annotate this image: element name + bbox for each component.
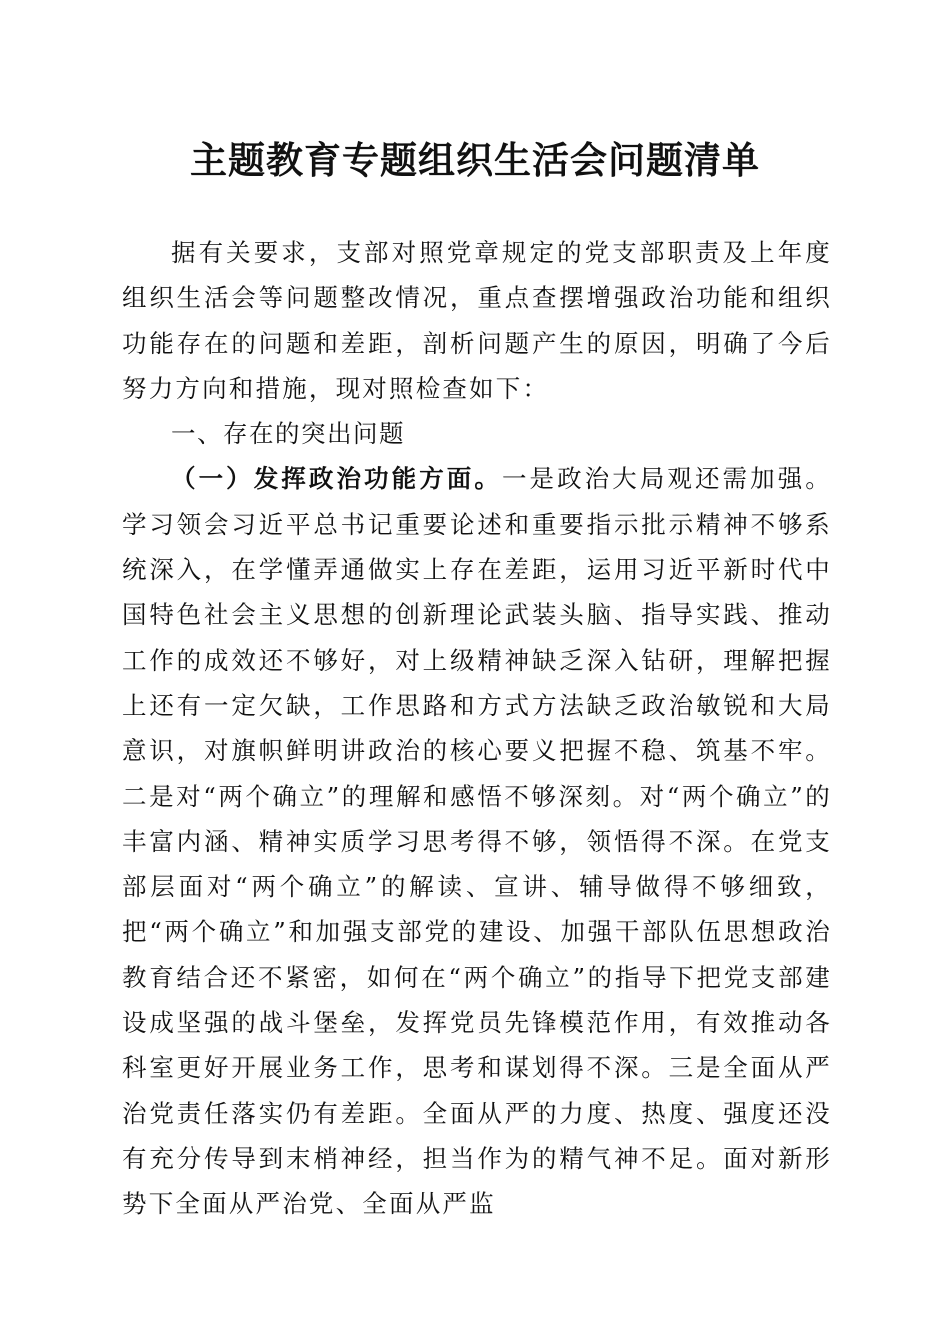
subsection-body: 一是政治大局观还需加强。学习领会习近平总书记重要论述和重要指示批示精神不够系统深入，在学懂弄通做实上存在差距，运用习近平新时代中国特色社会主义思想的创新理论武装头脑、指导实践、推动工作的成效还不够好，对上级精神缺乏深入钻研，理解把握上还有一定欠缺，工作思路和方式方法缺乏政治敏锐和大局意识，对旗帜鲜明讲政治的核心要义把握不稳、筑基不牢。二是对“两个确立”的理解和感悟不够深刻。对“两个确立”的丰富内涵、精神实质学习思考得不够，领悟得不深。在党支部层面对“两个确立”的解读、宣讲、辅导做得不够细致，把“两个确立”和加强支部党的建设、加强干部队伍思想政治教育结合还不紧密，如何在“两个确立”的指导下把党支部建设成坚强的战斗堡垒，发挥党员先锋模范作用，有效推动各科室更好开展业务工作，思考和谋划得不深。三是全面从严治党责任落实仍有差距。全面从严的力度、热度、强度还没有充分传导到末梢神经，担当作为的精气神不足。面对新形势下全面从严治党、全面从严监	[122, 464, 832, 1219]
intro-paragraph: 据有关要求，支部对照党章规定的党支部职责及上年度组织生活会等问题整改情况，重点查摆增强政治功能和组织功能存在的问题和差距，剖析问题产生的原因，明确了今后努力方向和措施，现对照检查如下：	[122, 238, 832, 403]
document-title: 主题教育专题组织生活会问题清单	[190, 138, 760, 182]
section-heading: 一、存在的突出问题	[171, 419, 405, 449]
subsection-heading: （一）发挥政治功能方面。	[171, 464, 502, 494]
subsection-paragraph	[122, 456, 832, 1226]
document-body	[122, 230, 832, 1227]
